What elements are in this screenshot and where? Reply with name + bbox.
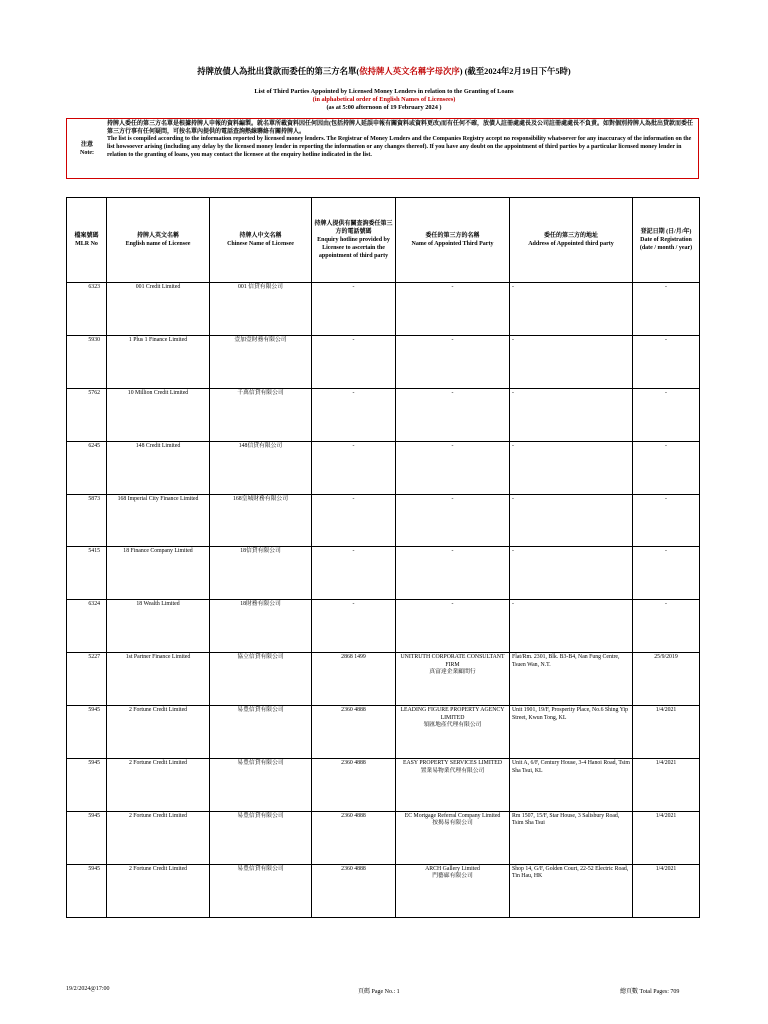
title-english: List of Third Parties Appointed by Licensed Money Lenders in relation to the Granting of Loans — [254, 88, 514, 95]
footer-total-pages: 總頁數 Total Pages: 709 — [620, 989, 680, 995]
cell-english-name: 2 Fortune Credit Limited — [107, 864, 210, 917]
cell-chinese-name: 千萬信貸有限公司 — [210, 388, 312, 441]
third-party-name-zh: 真富達企業顧問行 — [429, 669, 476, 676]
cell-mlr: 5945 — [67, 759, 107, 812]
table-header-row — [67, 198, 700, 283]
third-party-name-zh: 置業易物業代理有限公司 — [420, 767, 485, 774]
note-label — [73, 141, 101, 157]
cell-third-party — [396, 494, 510, 547]
footer-datetime: 19/2/2024@17:00 — [66, 986, 110, 992]
cell-third-party — [396, 283, 510, 336]
cell-date: - — [633, 283, 700, 336]
table-row — [67, 653, 700, 706]
cell-address: - — [510, 388, 633, 441]
cell-english-name: 001 Credit Limited — [107, 283, 210, 336]
cell-date: 1/4/2021 — [633, 759, 700, 812]
cell-chinese-name: 168皇城財務有限公司 — [210, 494, 312, 547]
cell-third-party — [396, 759, 510, 812]
cell-chinese-name: 18信貸有限公司 — [210, 547, 312, 600]
table-row — [67, 283, 700, 336]
col-registration-date: 登記日期 (日/月/年) Date of Registration (date / month / year) — [633, 198, 700, 283]
cell-address: - — [510, 283, 633, 336]
title-chinese — [0, 66, 768, 78]
cell-date: - — [633, 494, 700, 547]
cell-mlr: 5945 — [67, 864, 107, 917]
cell-address: - — [510, 494, 633, 547]
cell-address: Shop 14, G/F, Golden Court, 22-52 Electric Road, Tin Hau, HK — [510, 864, 633, 917]
cell-hotline: 2360 4888 — [312, 759, 396, 812]
cell-english-name: 2 Fortune Credit Limited — [107, 759, 210, 812]
title-english-order: (in alphabetical order of English Names of Licensees) — [312, 96, 456, 103]
document-header — [0, 66, 768, 112]
col-third-party-address: 委任的第三方的地址 Address of Appointed third party — [510, 198, 633, 283]
table-row — [67, 759, 700, 812]
cell-chinese-name: 易豊信貸有限公司 — [210, 706, 312, 759]
third-party-name-en: - — [451, 495, 454, 502]
cell-date: 1/4/2021 — [633, 706, 700, 759]
cell-mlr: 6245 — [67, 441, 107, 494]
cell-chinese-name: 易豊信貸有限公司 — [210, 811, 312, 864]
cell-hotline: - — [312, 494, 396, 547]
cell-hotline: 2360 4888 — [312, 706, 396, 759]
third-party-name-en: EASY PROPERTY SERVICES LIMITED — [402, 760, 503, 767]
table-row — [67, 547, 700, 600]
title-zh-prefix: 持牌放債人為批出貸款而委任的第三方名單( — [197, 67, 360, 76]
cell-english-name: 1st Partner Finance Limited — [107, 653, 210, 706]
cell-date: 1/4/2021 — [633, 864, 700, 917]
table-row — [67, 494, 700, 547]
cell-hotline: - — [312, 600, 396, 653]
third-party-name-en: - — [451, 442, 454, 449]
cell-mlr: 6324 — [67, 600, 107, 653]
cell-hotline: - — [312, 547, 396, 600]
col-mlr-no: 檔案號碼 MLR No — [67, 198, 107, 283]
title-zh-suffix: ) (截至2024年2月19日下午5時) — [459, 67, 571, 76]
cell-english-name: 18 Wealth Limited — [107, 600, 210, 653]
third-party-name-en: LEADING FIGURE PROPERTY AGENCY LIMITED — [400, 707, 505, 721]
cell-hotline: - — [312, 335, 396, 388]
cell-third-party — [396, 388, 510, 441]
third-party-name-en: - — [451, 336, 454, 343]
cell-mlr: 5873 — [67, 494, 107, 547]
third-party-name-zh: 領匯地產代理有限公司 — [423, 722, 482, 729]
cell-mlr: 5762 — [67, 388, 107, 441]
cell-date: - — [633, 388, 700, 441]
cell-mlr: 5415 — [67, 547, 107, 600]
cell-third-party — [396, 547, 510, 600]
note-box — [66, 118, 699, 179]
cell-date: 25/9/2019 — [633, 653, 700, 706]
cell-english-name: 2 Fortune Credit Limited — [107, 811, 210, 864]
cell-english-name: 168 Imperial City Finance Limited — [107, 494, 210, 547]
title-english-asof: (as at 5:00 afternoon of 19 February 2024 ) — [326, 104, 442, 111]
cell-chinese-name: 001 信貸有限公司 — [210, 283, 312, 336]
third-party-name-en: - — [451, 548, 454, 555]
cell-mlr: 5227 — [67, 653, 107, 706]
cell-date: - — [633, 335, 700, 388]
cell-chinese-name: 易豊信貸有限公司 — [210, 864, 312, 917]
third-party-name-en: UNITRUTH CORPORATE CONSULTANT FIRM — [400, 654, 505, 668]
title-zh-order-note: 依持牌人英文名稱字母次序 — [359, 67, 460, 76]
table-row — [67, 388, 700, 441]
third-party-name-en: - — [451, 284, 454, 290]
cell-address: Unit 1901, 19/F, Prosperity Place, No.6 Shing Yip Street, Kwun Tong, KL — [510, 706, 633, 759]
col-enquiry-hotline: 持牌人提供有關查詢委任第三方的電話號碼 Enquiry hotline provided by Licensee to ascertain the appointment of third party — [312, 198, 396, 283]
note-text-zh: 持牌人委任的第三方名單是根據持牌人申報的資料編製。就名單所載資料因任何因由(包括持牌人延誤申報有關資料或資料更改)而有任何不確，放債人註冊處處長及公司註冊處處長不負責。如對個別持牌人為批出貸款而委任第三方行事有任何疑問，可按名單內提供的電話查詢熱線聯絡有關持牌人。 — [107, 121, 694, 135]
col-english-name: 持牌人英文名稱 English name of Licensee — [107, 198, 210, 283]
table-row — [67, 335, 700, 388]
cell-chinese-name: 易豊信貸有限公司 — [210, 759, 312, 812]
cell-address: - — [510, 600, 633, 653]
table-row — [67, 811, 700, 864]
cell-address: - — [510, 441, 633, 494]
table-row — [67, 864, 700, 917]
cell-english-name: 18 Finance Company Limited — [107, 547, 210, 600]
cell-third-party — [396, 864, 510, 917]
col-chinese-name: 持牌人中文名稱 Chinese Name of Licensee — [210, 198, 312, 283]
cell-chinese-name: 18財務有限公司 — [210, 600, 312, 653]
cell-english-name: 10 Million Credit Limited — [107, 388, 210, 441]
cell-third-party — [396, 653, 510, 706]
third-party-name-en: - — [451, 601, 454, 608]
cell-english-name: 148 Credit Limited — [107, 441, 210, 494]
cell-date: - — [633, 600, 700, 653]
cell-address: Rm 1507, 15/F, Star House, 3 Salisbury Road, Tsim Sha Tsui — [510, 811, 633, 864]
col-third-party-name: 委任的第三方的名稱 Name of Appointed Third Party — [396, 198, 510, 283]
cell-chinese-name: 148信貸有限公司 — [210, 441, 312, 494]
cell-hotline: 2360 4888 — [312, 864, 396, 917]
third-party-table — [66, 197, 700, 918]
cell-hotline: 2868 1499 — [312, 653, 396, 706]
cell-english-name: 2 Fortune Credit Limited — [107, 706, 210, 759]
cell-address: - — [510, 547, 633, 600]
cell-third-party — [396, 600, 510, 653]
cell-address: Flat/Rm. 2301, Blk. B3-B4, Nan Fung Centre, Tsuen Wan, N.T. — [510, 653, 633, 706]
cell-hotline: - — [312, 388, 396, 441]
cell-date: - — [633, 441, 700, 494]
table-row — [67, 441, 700, 494]
cell-third-party — [396, 706, 510, 759]
cell-mlr: 5930 — [67, 335, 107, 388]
third-party-name-en: ARCH Gallery Limited — [425, 865, 480, 872]
cell-address: - — [510, 335, 633, 388]
cell-hotline: 2360 4888 — [312, 811, 396, 864]
cell-mlr: 5945 — [67, 811, 107, 864]
cell-third-party — [396, 441, 510, 494]
cell-chinese-name: 協立信貸有限公司 — [210, 653, 312, 706]
third-party-name-en: EC Mortgage Referral Company Limited — [404, 812, 501, 819]
third-party-name-zh: 門藝廊有限公司 — [432, 873, 473, 880]
cell-english-name: 1 Plus 1 Finance Limited — [107, 335, 210, 388]
cell-third-party — [396, 335, 510, 388]
note-label-en: Note: — [80, 150, 94, 156]
third-party-name-en: - — [451, 389, 454, 396]
note-text — [107, 121, 695, 160]
cell-third-party — [396, 811, 510, 864]
table-row — [67, 600, 700, 653]
cell-mlr: 5945 — [67, 706, 107, 759]
cell-mlr: 6323 — [67, 283, 107, 336]
cell-hotline: - — [312, 441, 396, 494]
note-label-zh: 注意 — [80, 142, 93, 148]
note-text-en: The list is compiled according to the information reported by licensed money lenders. The Registrar of Money Lenders and the Companies Registry accept no responsibility whatsoever for any inaccuracy of the information on the list howsoever arising (including any delay by the licensed money lender in reporting the information or any changes thereof). If you have any doubt on the appointment of third parties by a particular licensed money lender in relation to the granting of loans, you may contact the licensee at the enquiry hotline indicated in the list. — [107, 136, 692, 158]
footer-page-number: 頁碼 Page No.: 1 — [358, 989, 400, 995]
cell-address: Unit A, 6/F, Century House, 3-4 Hanoi Road, Tsim Sha Tsui, KL — [510, 759, 633, 812]
cell-date: 1/4/2021 — [633, 811, 700, 864]
cell-chinese-name: 壹加壹財務有限公司 — [210, 335, 312, 388]
cell-hotline: - — [312, 283, 396, 336]
table-row — [67, 706, 700, 759]
cell-date: - — [633, 547, 700, 600]
third-party-name-zh: 按揭易有限公司 — [432, 820, 473, 827]
